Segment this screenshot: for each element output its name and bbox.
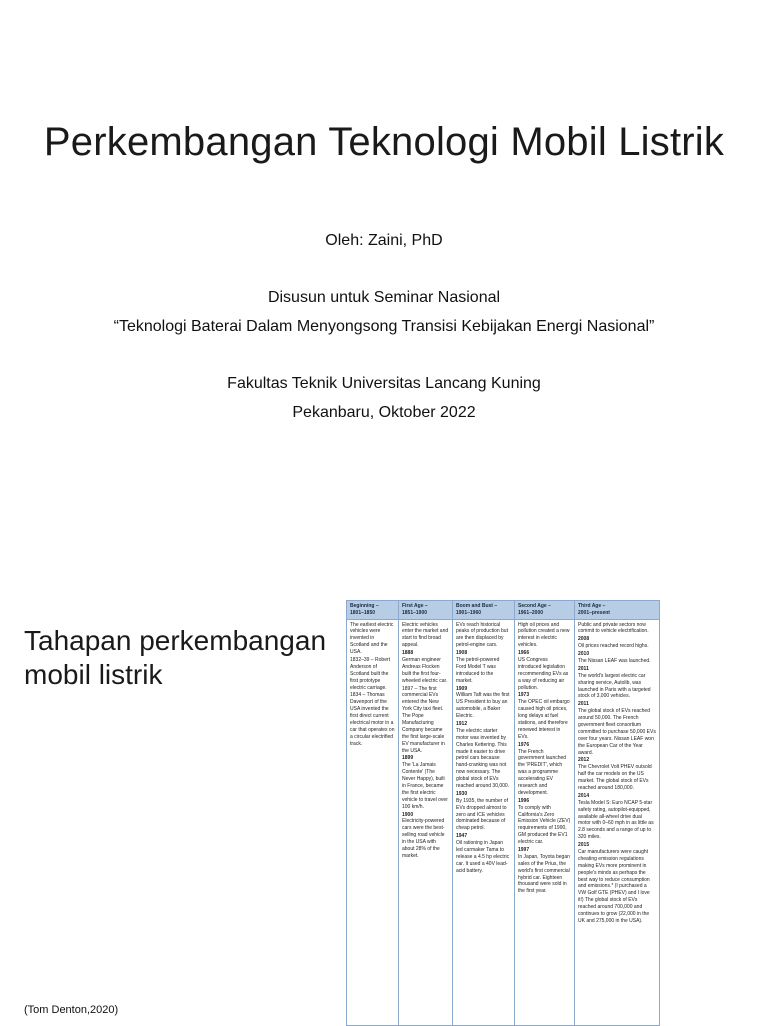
entry-text: Electric vehicles enter the market and start to find broad appeal.: [402, 621, 449, 649]
entry-year: 1900: [402, 811, 414, 818]
entry-year: 1912: [456, 720, 468, 727]
timeline-entry: [456, 622, 511, 650]
timeline-entry: [456, 721, 511, 790]
presentation-title: Perkembangan Teknologi Mobil Listrik: [43, 120, 725, 164]
entry-year: 1899: [402, 755, 414, 762]
entry-text: The petrol-powered Ford Model T was introduced to the market.: [456, 656, 500, 684]
entry-text: EVs reach historical peaks of production but are then displaced by petrol-engine cars.: [456, 621, 508, 649]
era-name: Boom and Bust –: [456, 603, 498, 609]
entry-year: 1996: [518, 797, 530, 804]
timeline-entry: [518, 798, 571, 846]
timeline-entry: [402, 755, 449, 810]
entry-text: The 'La Jamais Contente' (The Never Happy), built in France, became the first electric vehicle to travel over 100 km/h.: [402, 762, 448, 810]
timeline-header-cell: [575, 601, 659, 619]
era-period: 1851–1900: [402, 609, 428, 616]
place-date: Pekanbaru, Oktober 2022: [292, 404, 476, 421]
entry-text: The Chevrolet Volt PHEV outsold half the car models on the US market. The global stock of EVs reached around 180,000.: [578, 764, 652, 791]
era-period: 1801–1850: [350, 609, 376, 616]
timeline-entry: [578, 701, 656, 756]
era-period: 1901–1960: [456, 609, 482, 616]
entry-year: 1888: [402, 650, 414, 657]
timeline-entry: [456, 686, 511, 720]
entry-text: 1897 – The first commercial EVs entered the New York City taxi fleet. The Pope Manufacturing Company became the first large-scale EV manufacturer in the USA.: [402, 685, 445, 754]
timeline-entry: [456, 650, 511, 684]
era-name: Third Age –: [578, 603, 606, 609]
timeline-body-row: [347, 620, 659, 1026]
timeline-entry: [578, 757, 656, 791]
timeline-entry: [518, 692, 571, 740]
entry-text: Car manufacturers were caught cheating emission regulations making EVs more prominent in people's minds as perhaps the best way to reduce consumption and emissions.* (I purchased a VW Golf GTE (PHEV) and I love it!) The global stock of EVs reached around 700,000 and continues to grow (22,000 in the UK and 275,000 in the USA).: [578, 849, 650, 924]
timeline-column: [399, 620, 453, 1026]
entry-text: Oil rationing in Japan led carmaker Tama to release a 4.5 hp electric car. It used a 40V lead-acid battery.: [456, 840, 510, 874]
timeline-header-row: [347, 601, 659, 620]
entry-text: The world's largest electric car sharing service, Autolib, was launched in Paris with a targeted stock of 3,000 vehicles.: [578, 672, 651, 700]
entry-year: 1973: [518, 692, 530, 699]
title-slide: [0, 0, 768, 512]
timeline-header-cell: [453, 601, 515, 619]
era-name: Beginning –: [350, 603, 379, 609]
entry-year: 2015: [578, 842, 590, 849]
timeline-entry: [350, 657, 395, 691]
entry-year: 2011: [578, 701, 589, 708]
entry-text: 1832–39 – Robert Anderson of Scotland built the first prototype electric carriage.: [350, 656, 391, 691]
era-period: 2001–present: [578, 609, 610, 616]
entry-text: German engineer Andreas Flocken built the first four-wheeled electric car.: [402, 656, 448, 684]
entry-text: US Congress introduced legislation recommending EVs as a way of reducing air pollution.: [518, 656, 569, 691]
source-citation: (Tom Denton,2020): [24, 1004, 119, 1016]
timeline-entry: [518, 622, 571, 650]
entry-year: 1997: [518, 847, 530, 853]
entry-text: High oil prices and pollution created a new interest in electric vehicles.: [518, 621, 570, 649]
timeline-entry: [350, 692, 395, 747]
slide-title: Tahapan perkembangan mobil listrik: [24, 625, 327, 690]
entry-text: To comply with California's Zero Emission Vehicle (ZEV) requirements of 1990, GM produced the EV1 electric car.: [518, 804, 571, 846]
era-period: 1961–2000: [518, 609, 544, 616]
entry-text: Oil prices reached record highs.: [578, 643, 649, 650]
entry-text: The Nissan LEAF was launched.: [578, 657, 651, 664]
entry-year: 1930: [456, 790, 468, 797]
timeline-entry: [578, 666, 656, 700]
timeline-entry: [402, 650, 449, 684]
timeline-entry: [578, 651, 656, 665]
timeline-entry: [578, 622, 656, 636]
entry-year: 1966: [518, 650, 530, 657]
entry-text: William Taft was the first US President to buy an automobile, a Baker Electric.: [456, 692, 510, 720]
timeline-column: [347, 620, 399, 1026]
entry-text: The earliest electric vehicles were invented in Scotland and the USA.: [350, 621, 394, 656]
entry-text: Tesla Model S: Euro NCAP 5-star safety rating, autopilot-equipped, available all-wheel drive dual motor with 0–60 mph in as little as 2.8 seconds and a range of up to 320 miles.: [578, 799, 654, 841]
entry-year: 1908: [456, 650, 468, 657]
entry-text: The electric starter motor was invented by Charles Kettering. This made it easier to drive petrol cars because hand-cranking was not now necessary. The global stock of EVs reached around 30,000.: [456, 727, 510, 789]
entry-text: The OPEC oil embargo caused high oil prices, long delays at fuel stations, and therefore renewed interest in EVs.: [518, 699, 570, 740]
entry-year: 1909: [456, 685, 468, 692]
seminar-name: “Teknologi Baterai Dalam Menyongsong Transisi Kebijakan Energi Nasional”: [113, 318, 655, 335]
timeline-entry: [578, 793, 656, 841]
timeline-entry: [578, 842, 656, 925]
timeline-header-cell: [399, 601, 453, 619]
entry-text: Public and private sectors now commit to vehicle electrification.: [578, 621, 649, 635]
timeline-column: [575, 620, 659, 1026]
era-name: Second Age –: [518, 603, 551, 609]
timeline-column: [515, 620, 575, 1026]
timeline-column: [453, 620, 515, 1026]
entry-text: 1834 – Thomas Davenport of the USA invented the first direct current electrical motor in a car that operates on a circular electrified track.: [350, 692, 395, 747]
entry-text: The French government launched the 'PREDIT', which was a programme accelerating EV research and development.: [518, 748, 567, 796]
timeline-entry: [578, 636, 656, 650]
entry-year: 1976: [518, 741, 530, 748]
entry-year: 2010: [578, 651, 590, 658]
ev-timeline-table: [346, 600, 660, 1026]
timeline-header-cell: [515, 601, 575, 619]
timeline-entry: [456, 833, 511, 874]
timeline-entry: [518, 847, 571, 895]
timeline-entry: [402, 622, 449, 650]
entry-text: By 1935, the number of EVs dropped almost to zero and ICE vehicles dominated because of cheap petrol.: [456, 797, 508, 832]
faculty-name: Fakultas Teknik Universitas Lancang Kuning: [227, 375, 541, 392]
entry-year: 2008: [578, 636, 590, 643]
timeline-entry: [518, 742, 571, 797]
entry-text: In Japan, Toyota began sales of the Prius, the world's first commercial hybrid car. Eighteen thousand were sold in the first year.: [518, 853, 570, 895]
entry-year: 1947: [456, 833, 468, 840]
timeline-entry: [402, 686, 449, 755]
entry-year: 2012: [578, 757, 590, 764]
entry-year: 2014: [578, 792, 590, 799]
timeline-entry: [518, 650, 571, 691]
entry-year: 2011: [578, 665, 589, 672]
timeline-entry: [402, 812, 449, 860]
timeline-entry: [456, 791, 511, 832]
entry-text: The global stock of EVs reached around 50,000. The French government fleet consortium committed to purchase 50,000 EVs over four years. Nissan LEAF won the European Car of the Year award.: [578, 708, 656, 756]
entry-text: Electricity-powered cars were the best-selling road vehicle in the USA with about 28% of the market.: [402, 818, 445, 859]
prepared-for-label: Disusun untuk Seminar Nasional: [267, 289, 501, 306]
timeline-slide: [0, 512, 768, 1024]
timeline-header-cell: [347, 601, 399, 619]
author-line: Oleh: Zaini, PhD: [325, 232, 443, 249]
timeline-entry: [350, 622, 395, 656]
era-name: First Age –: [402, 603, 428, 609]
